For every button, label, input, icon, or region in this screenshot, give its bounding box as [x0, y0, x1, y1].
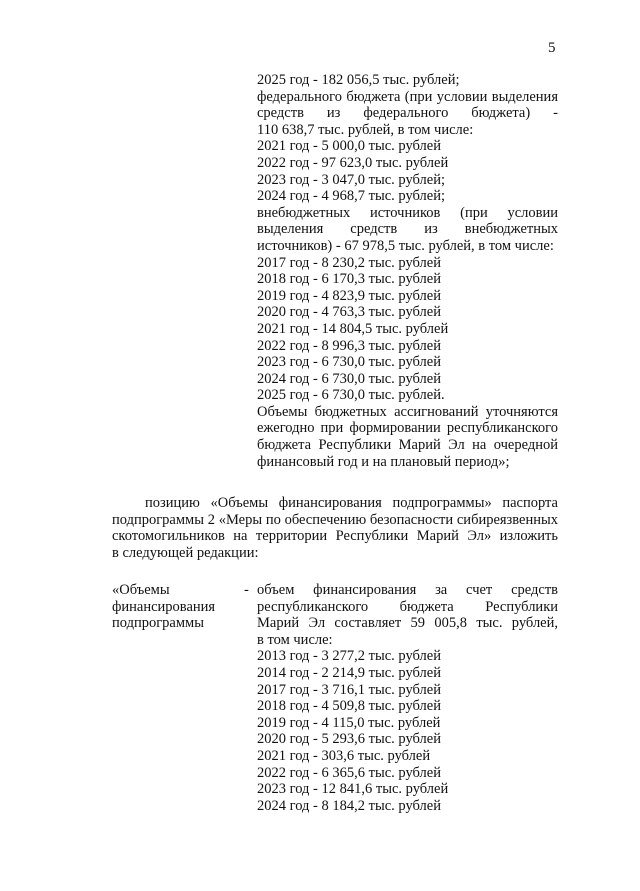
- text-line: бюджета Республики Марий Эл на очередной: [257, 437, 558, 454]
- text-line: выделения средств из внебюджетных: [257, 221, 558, 238]
- text-line: федерального бюджета (при условии выделения: [257, 88, 558, 105]
- value-line: 2019 год - 4 115,0 тыс. рублей: [257, 714, 441, 731]
- value-line: 2020 год - 5 293,6 тыс. рублей: [257, 731, 441, 748]
- label-line: «Объемы: [112, 582, 170, 598]
- value-line: 2013 год - 3 277,2 тыс. рублей: [257, 648, 441, 665]
- text-line: средств из федерального бюджета) -: [257, 105, 558, 122]
- row-value: [257, 582, 558, 814]
- value-line: 2018 год - 4 509,8 тыс. рублей: [257, 698, 441, 715]
- value-line: в том числе:: [257, 631, 333, 648]
- value-line: 2021 год - 303,6 тыс. рублей: [257, 747, 431, 764]
- text-line: 2023 год - 6 730,0 тыс. рублей: [257, 354, 441, 371]
- text-line: внебюджетных источников (при условии: [257, 204, 558, 221]
- funding-table-row: [112, 582, 558, 832]
- text-line: 2024 год - 6 730,0 тыс. рублей: [257, 370, 441, 387]
- paragraph-line: подпрограммы 2 «Меры по обеспечению безопасности сибиреязвенных: [112, 511, 558, 528]
- text-line: ежегодно при формировании республиканского: [257, 420, 558, 437]
- text-line: 2025 год - 182 056,5 тыс. рублей;: [257, 72, 460, 88]
- label-line: финансирования: [112, 598, 216, 615]
- row-dash: -: [244, 582, 249, 598]
- text-line: 2017 год - 8 230,2 тыс. рублей: [257, 254, 441, 271]
- text-line: 2021 год - 5 000,0 тыс. рублей: [257, 138, 441, 155]
- paragraph-line: в следующей редакции:: [112, 544, 259, 561]
- text-line: 2021 год - 14 804,5 тыс. рублей: [257, 320, 449, 337]
- text-line: Объемы бюджетных ассигнований уточняются: [257, 403, 558, 420]
- paragraph-line: скотомогильников на территории Республики Марий Эл» изложить: [112, 528, 558, 545]
- text-line: 2018 год - 6 170,3 тыс. рублей: [257, 271, 441, 288]
- value-line: 2023 год - 12 841,6 тыс. рублей: [257, 781, 449, 798]
- text-line: 2025 год - 6 730,0 тыс. рублей.: [257, 387, 445, 404]
- text-line: 2022 год - 8 996,3 тыс. рублей: [257, 337, 441, 354]
- value-line: республиканского бюджета Республики: [257, 598, 558, 615]
- value-line: 2024 год - 8 184,2 тыс. рублей: [257, 797, 441, 814]
- row-label: [112, 582, 252, 632]
- value-line: 2017 год - 3 716,1 тыс. рублей: [257, 681, 441, 698]
- text-line: 110 638,7 тыс. рублей, в том числе:: [257, 121, 474, 138]
- page-number: 5: [548, 40, 556, 56]
- value-line: 2022 год - 6 365,6 тыс. рублей: [257, 764, 441, 781]
- paragraph-line: позицию «Объемы финансирования подпрограммы» паспорта: [145, 495, 558, 511]
- text-line: финансовый год и на плановый период»;: [257, 453, 510, 470]
- text-line: 2023 год - 3 047,0 тыс. рублей;: [257, 171, 445, 188]
- value-line: 2014 год - 2 214,9 тыс. рублей: [257, 664, 441, 681]
- text-line: источников) - 67 978,5 тыс. рублей, в том числе:: [257, 237, 554, 254]
- label-line: подпрограммы: [112, 615, 204, 632]
- value-line: Марий Эл составляет 59 005,8 тыс. рублей,: [257, 615, 558, 632]
- value-line: объем финансирования за счет средств: [257, 582, 558, 598]
- funding-continuation-block: [257, 72, 558, 470]
- text-line: 2022 год - 97 623,0 тыс. рублей: [257, 154, 449, 171]
- text-line: 2020 год - 4 763,3 тыс. рублей: [257, 304, 441, 321]
- amendment-paragraph: [112, 495, 558, 561]
- text-line: 2024 год - 4 968,7 тыс. рублей;: [257, 188, 445, 205]
- text-line: 2019 год - 4 823,9 тыс. рублей: [257, 287, 441, 304]
